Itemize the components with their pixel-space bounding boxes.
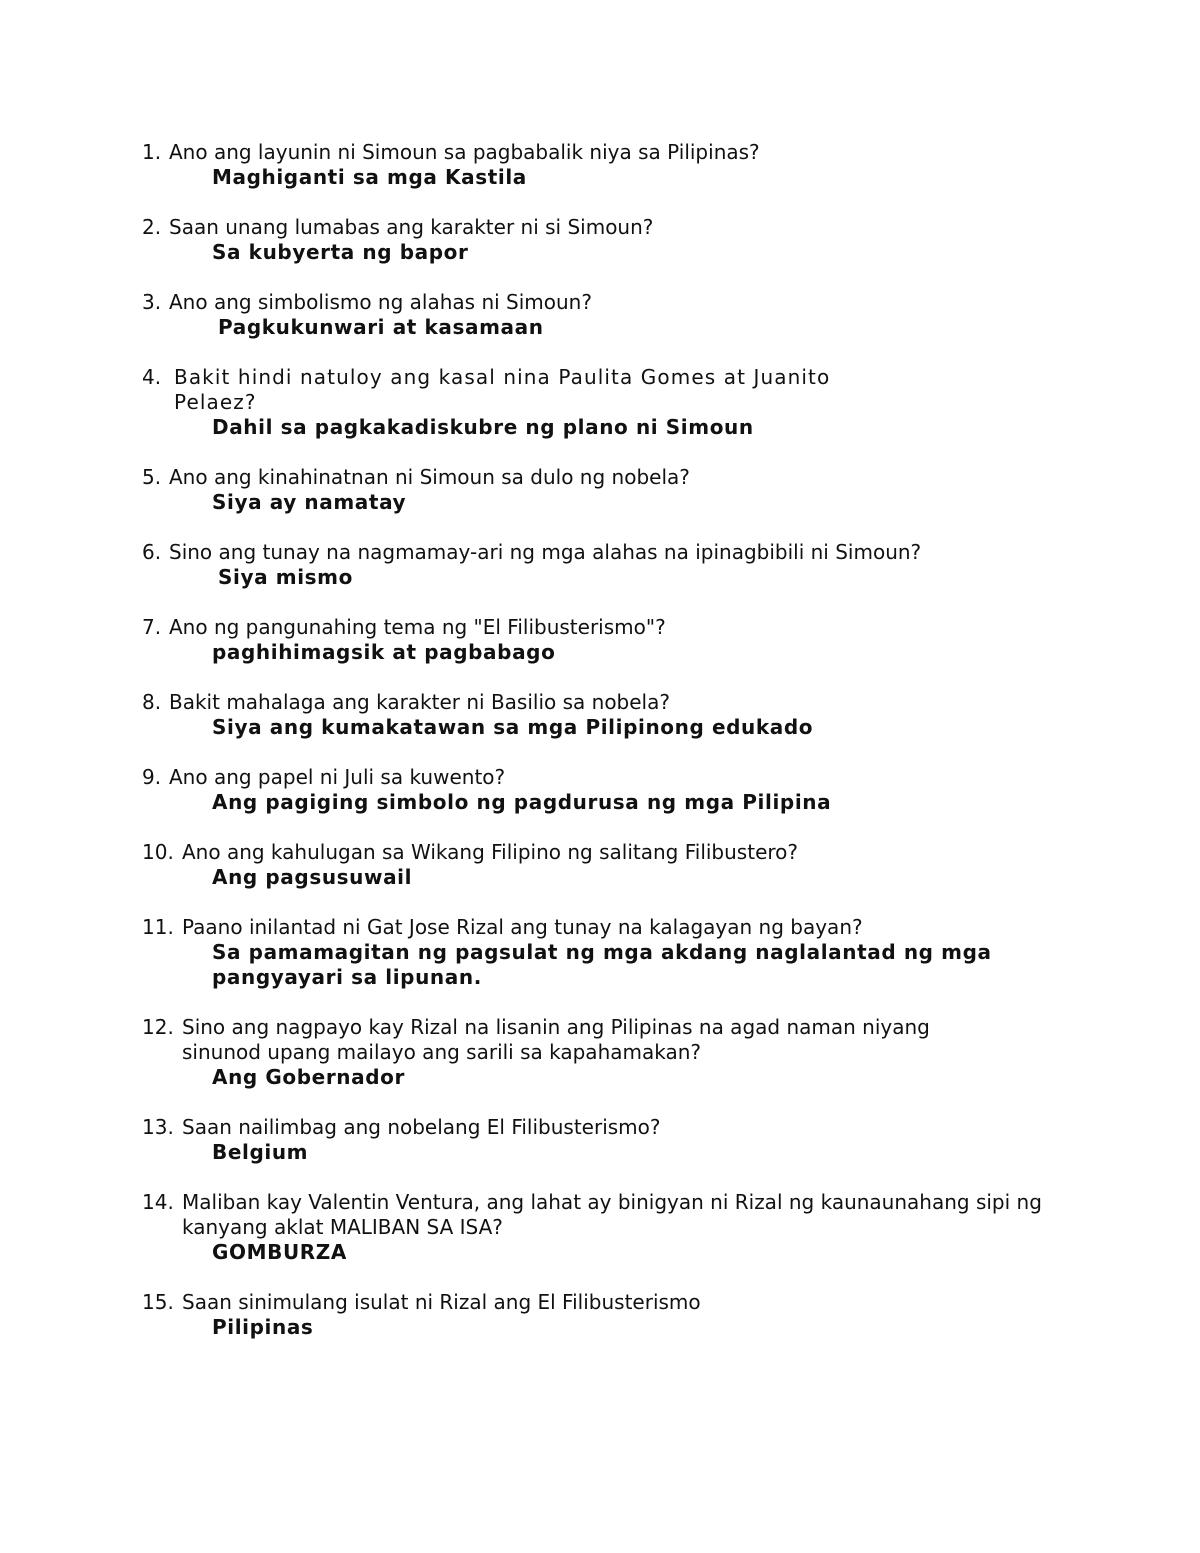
answer-text: Belgium (212, 1140, 309, 1164)
qa-item-3 (0, 290, 1200, 340)
answer-text: Maghiganti sa mga Kastila (212, 165, 527, 189)
question-number: 13. (142, 1115, 174, 1139)
qa-item-15 (0, 1290, 1200, 1340)
question-number: 14. (142, 1190, 174, 1214)
question-line (0, 1115, 1200, 1140)
answer-text: Sa kubyerta ng bapor (212, 240, 469, 264)
question-text: Ano ang kinahinatnan ni Simoun sa dulo ng nobela? (169, 465, 690, 489)
question-text: Paano inilantad ni Gat Jose Rizal ang tunay na kalagayan ng bayan? (182, 915, 863, 939)
question-line (0, 290, 1200, 315)
answer-text: GOMBURZA (212, 1240, 347, 1264)
question-text: Saan sinimulang isulat ni Rizal ang El Filibusterismo (182, 1290, 701, 1314)
question-line (0, 465, 1200, 490)
question-number: 3. (142, 290, 162, 314)
answer-text: Siya ay namatay (212, 490, 407, 514)
qa-item-9 (0, 765, 1200, 815)
answer-text: Ang pagiging simbolo ng pagdurusa ng mga Pilipina (212, 790, 832, 814)
question-number: 1. (142, 140, 162, 164)
question-text: Sino ang nagpayo kay Rizal na lisanin ang Pilipinas na agad naman niyang sinunod upang mailayo ang sarili sa kapahamakan? (182, 1015, 930, 1064)
answer-text: Ang pagsusuwail (212, 865, 413, 889)
answer-text: paghihimagsik at pagbabago (212, 640, 556, 664)
answer-text: Siya ang kumakatawan sa mga Pilipinong edukado (212, 715, 814, 739)
question-text: Ano ang papel ni Juli sa kuwento? (169, 765, 506, 789)
question-text: Ano ng pangunahing tema ng "El Filibusterismo"? (169, 615, 666, 639)
question-line (0, 765, 1200, 790)
question-text: Saan nailimbag ang nobelang El Filibusterismo? (182, 1115, 661, 1139)
qa-item-2 (0, 215, 1200, 265)
question-line (0, 140, 1200, 165)
question-number: 12. (142, 1015, 174, 1039)
question-number: 9. (142, 765, 162, 789)
qa-item-6 (0, 540, 1200, 590)
question-line (0, 615, 1200, 640)
question-number: 11. (142, 915, 174, 939)
qa-item-8 (0, 690, 1200, 740)
question-number: 7. (142, 615, 162, 639)
question-number: 8. (142, 690, 162, 714)
question-number: 2. (142, 215, 162, 239)
question-text: Ano ang kahulugan sa Wikang Filipino ng salitang Filibustero? (182, 840, 799, 864)
qa-item-10 (0, 840, 1200, 890)
question-line (0, 540, 1200, 565)
question-answer-list (0, 140, 1200, 1365)
question-text: Ano ang layunin ni Simoun sa pagbabalik niya sa Pilipinas? (169, 140, 760, 164)
question-text: Saan unang lumabas ang karakter ni si Simoun? (169, 215, 654, 239)
qa-item-13 (0, 1115, 1200, 1165)
question-line (0, 840, 1200, 865)
question-number: 6. (142, 540, 162, 564)
qa-item-1 (0, 140, 1200, 190)
answer-text: Dahil sa pagkakadiskubre ng plano ni Simoun (212, 415, 754, 439)
question-line (0, 215, 1200, 240)
question-line (0, 1190, 1200, 1240)
question-text: Ano ang simbolismo ng alahas ni Simoun? (169, 290, 592, 314)
answer-text: Pagkukunwari at kasamaan (218, 315, 544, 339)
answer-text: Siya mismo (218, 565, 353, 589)
question-line (0, 365, 1200, 415)
question-number: 4. (142, 365, 162, 389)
qa-item-4 (0, 365, 1200, 440)
answer-text: Sa pamamagitan ng pagsulat ng mga akdang naglalantad ng mga pangyayari sa lipunan. (212, 940, 992, 989)
question-text: Bakit mahalaga ang karakter ni Basilio sa nobela? (169, 690, 670, 714)
question-text: Bakit hindi natuloy ang kasal nina Paulita Gomes at Juanito Pelaez? (174, 365, 831, 414)
qa-item-5 (0, 465, 1200, 515)
answer-text: Ang Gobernador (212, 1065, 405, 1089)
question-line (0, 690, 1200, 715)
question-text: Sino ang tunay na nagmamay-ari ng mga alahas na ipinagbibili ni Simoun? (169, 540, 922, 564)
qa-item-11 (0, 915, 1200, 990)
question-line (0, 915, 1200, 940)
qa-item-7 (0, 615, 1200, 665)
qa-item-12 (0, 1015, 1200, 1090)
question-number: 10. (142, 840, 174, 864)
question-line (0, 1290, 1200, 1315)
question-line (0, 1015, 1200, 1065)
question-number: 15. (142, 1290, 174, 1314)
qa-item-14 (0, 1190, 1200, 1265)
answer-text: Pilipinas (212, 1315, 314, 1339)
question-text: Maliban kay Valentin Ventura, ang lahat ay binigyan ni Rizal ng kaunaunahang sipi ng kanyang aklat MALIBAN SA ISA? (182, 1190, 1042, 1239)
question-number: 5. (142, 465, 162, 489)
